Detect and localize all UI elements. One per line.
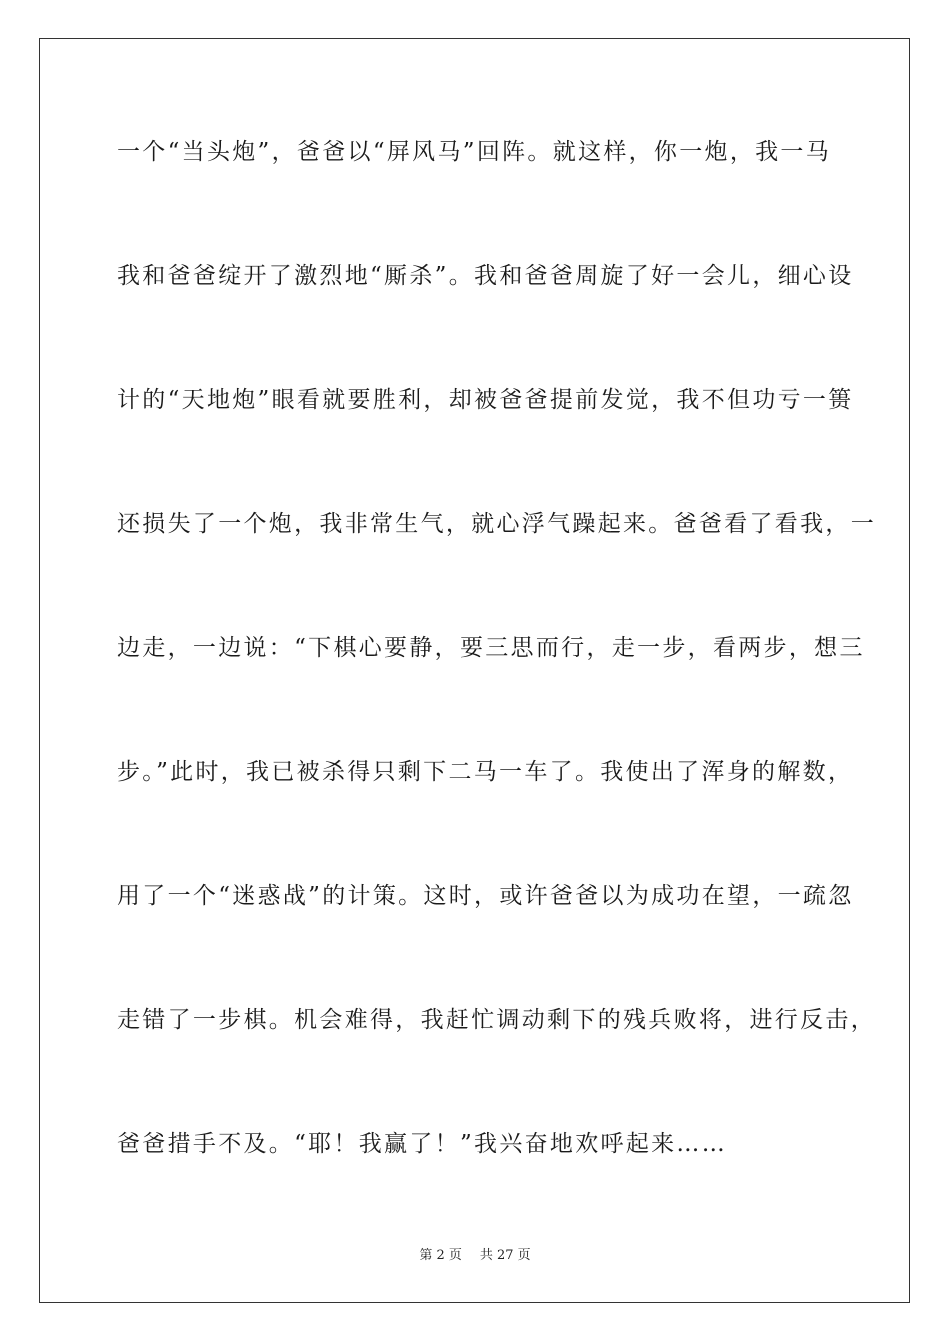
page-footer (0, 1247, 950, 1265)
body-text-line-4: 还损失了一个炮，我非常生气，就心浮气躁起来。爸爸看了看我，一 (117, 511, 876, 537)
body-text-line-8: 走错了一步棋。机会难得，我赶忙调动剩下的残兵败将，进行反击， (117, 1007, 876, 1033)
body-text-line-3: 计的“天地炮”眼看就要胜利，却被爸爸提前发觉，我不但功亏一篑 (117, 387, 854, 413)
body-text-line-5: 边走，一边说：“下棋心要静，要三思而行，走一步，看两步，想三 (117, 635, 865, 661)
body-text-line-2: 我和爸爸绽开了激烈地“厮杀”。我和爸爸周旋了好一会儿，细心设 (117, 263, 854, 289)
body-text-line-1: 一个“当头炮”，爸爸以“屏风马”回阵。就这样，你一炮，我一马 (117, 139, 832, 165)
body-text-line-9: 爸爸措手不及。“耶！我赢了！”我兴奋地欢呼起来…… (117, 1131, 728, 1157)
page-total: 共 27 页 (479, 1248, 531, 1263)
body-text-line-6: 步。”此时，我已被杀得只剩下二马一车了。我使出了浑身的解数， (117, 759, 854, 785)
page-border (39, 38, 910, 1303)
page-number: 第 2 页 (419, 1248, 462, 1263)
body-text-line-7: 用了一个“迷惑战”的计策。这时，或许爸爸以为成功在望，一疏忽 (117, 883, 854, 909)
